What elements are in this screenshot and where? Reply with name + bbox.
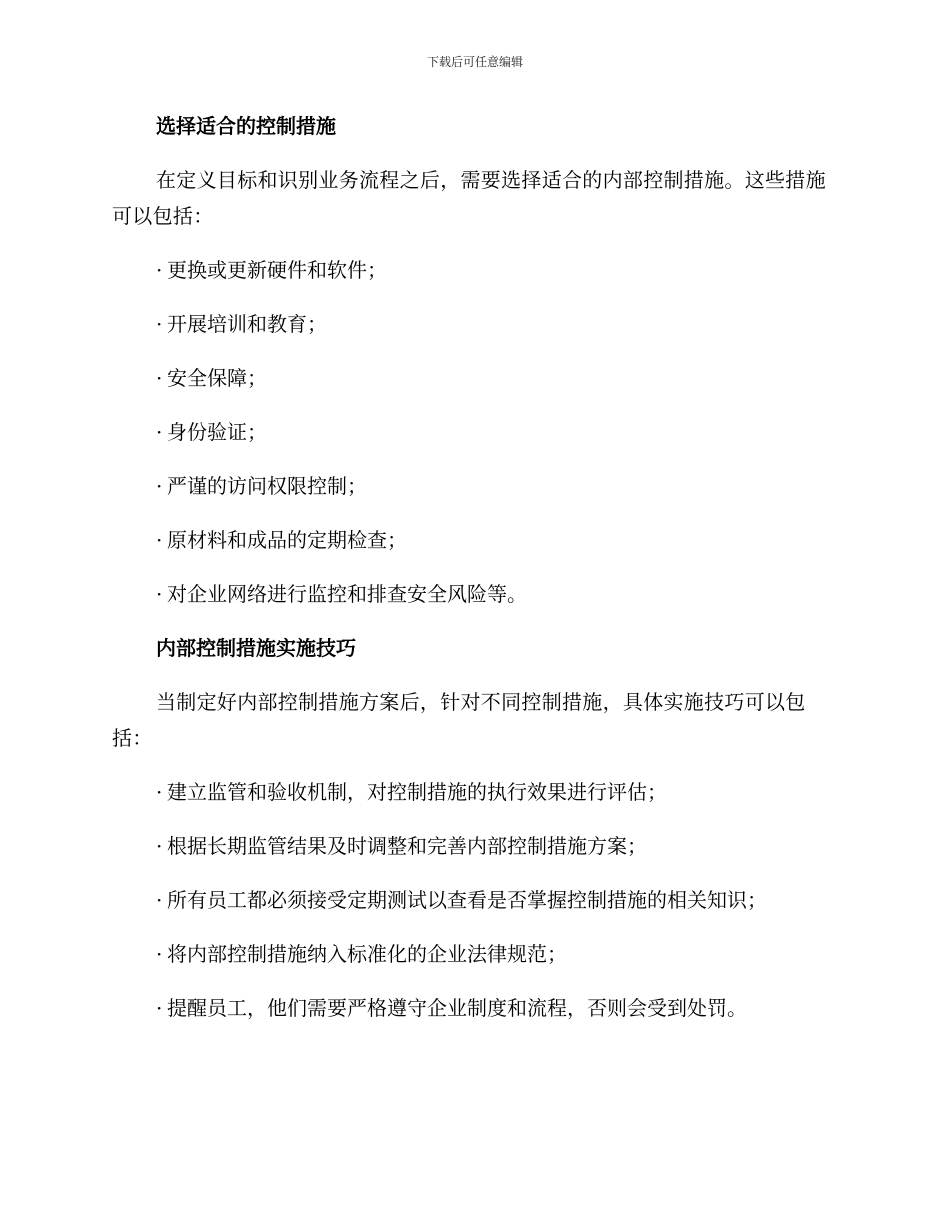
list-item-text: 身份验证； [167, 420, 267, 444]
list-item-text: 对企业网络进行监控和排查安全风险等。 [167, 582, 527, 606]
bullet: · [156, 834, 163, 858]
section-intro: 在定义目标和识别业务流程之后，需要选择适合的内部控制措施。这些措施可以包括： [112, 168, 826, 228]
list-item [112, 522, 832, 558]
list-item [112, 252, 832, 288]
bullet: · [156, 942, 163, 966]
list-item [112, 774, 832, 810]
bullet: · [156, 258, 163, 282]
section-control-measures [112, 108, 832, 612]
list-item [112, 414, 832, 450]
list-item [112, 936, 832, 972]
list-item-text: 更换或更新硬件和软件； [167, 258, 387, 282]
list-item [112, 828, 832, 864]
bullet: · [156, 366, 163, 390]
section-implementation-tips [112, 630, 832, 1026]
document-body [112, 108, 832, 1044]
list-item-text: 严谨的访问权限控制； [167, 474, 367, 498]
bullet: · [156, 780, 163, 804]
list-item-text: 建立监管和验收机制，对控制措施的执行效果进行评估； [167, 780, 667, 804]
list-item-text: 根据长期监管结果及时调整和完善内部控制措施方案； [167, 834, 647, 858]
section-heading: 内部控制措施实施技巧 [156, 636, 356, 660]
list-item-text: 所有员工都必须接受定期测试以查看是否掌握控制措施的相关知识； [167, 888, 767, 912]
bullet: · [156, 528, 163, 552]
bullet: · [156, 888, 163, 912]
bullet: · [156, 582, 163, 606]
list-item-text: 安全保障； [167, 366, 267, 390]
section-intro: 当制定好内部控制措施方案后，针对不同控制措施，具体实施技巧可以包括： [112, 690, 806, 750]
bullet: · [156, 996, 163, 1020]
bullet: · [156, 474, 163, 498]
list-item-text: 提醒员工，他们需要严格遵守企业制度和流程，否则会受到处罚。 [167, 996, 747, 1020]
bullet: · [156, 312, 163, 336]
list-item [112, 468, 832, 504]
bullet: · [156, 420, 163, 444]
tips-list [112, 774, 832, 1026]
section-heading: 选择适合的控制措施 [156, 114, 336, 138]
list-item [112, 306, 832, 342]
list-item [112, 882, 832, 918]
list-item-text: 开展培训和教育； [167, 312, 327, 336]
list-item-text: 原材料和成品的定期检查； [167, 528, 407, 552]
list-item [112, 360, 832, 396]
page-header: 下载后可任意编辑 [426, 55, 523, 69]
measures-list [112, 252, 832, 612]
list-item-text: 将内部控制措施纳入标准化的企业法律规范； [167, 942, 567, 966]
list-item [112, 990, 832, 1026]
list-item [112, 576, 832, 612]
